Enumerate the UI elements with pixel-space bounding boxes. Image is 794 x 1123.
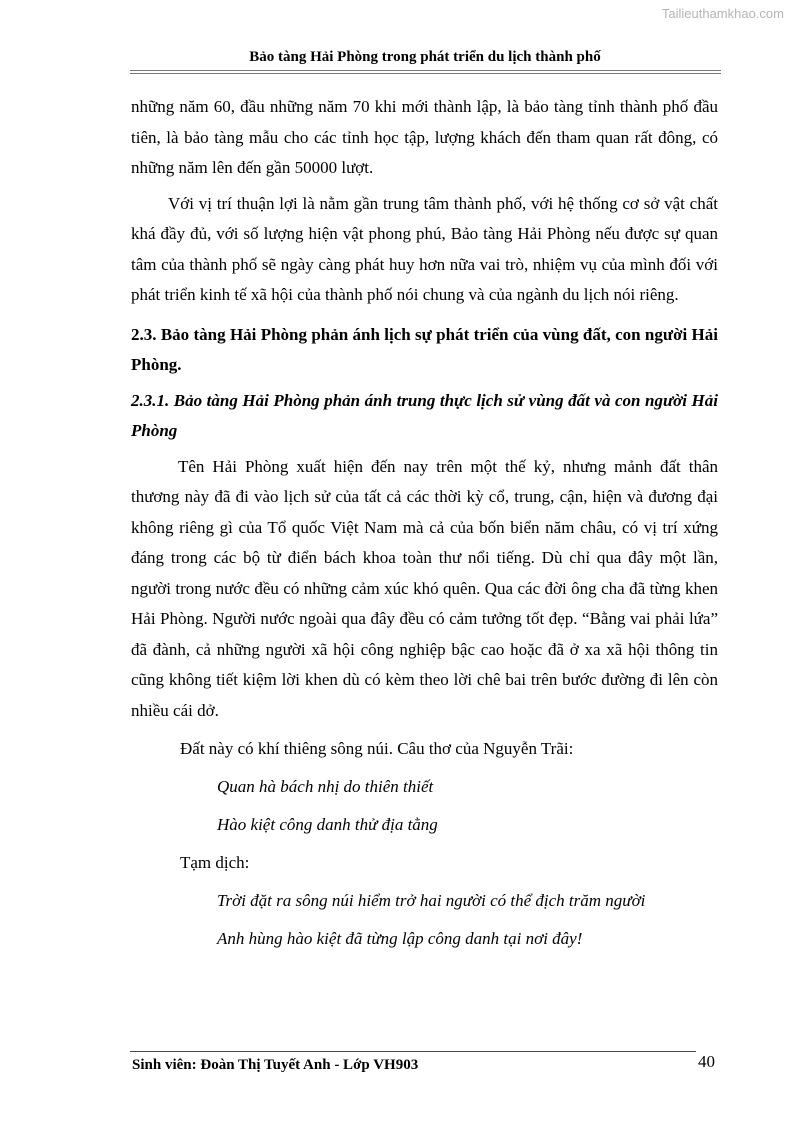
header-divider <box>130 70 721 74</box>
page-header-title: Bảo tàng Hải Phòng trong phát triển du lịch thành phố <box>249 49 601 65</box>
poem-line-2: Hào kiệt công danh thử địa tằng <box>217 815 438 834</box>
translation-line-1: Trời đặt ra sông núi hiểm trở hai người có thể địch trăm người <box>217 891 646 910</box>
translation-label: Tạm dịch: <box>180 853 250 872</box>
watermark-text: Tailieuthamkhao.com <box>661 6 784 21</box>
section-heading: 2.3. Bảo tàng Hải Phòng phản ánh lịch sự phát triển của vùng đất, con người Hải Phòng. <box>131 324 718 374</box>
translation-line-2: Anh hùng hào kiệt đã từng lập công danh tại nơi đây! <box>217 929 583 948</box>
footer-author: Sinh viên: Đoàn Thị Tuyết Anh - Lớp VH903 <box>132 1057 419 1073</box>
subsection-heading: 2.3.1. Bảo tàng Hải Phòng phản ánh trung thực lịch sử vùng đất và con người Hải Phòng <box>131 390 718 440</box>
page-content <box>131 92 718 954</box>
paragraph-continuation: những năm 60, đầu những năm 70 khi mới thành lập, là bảo tàng tỉnh thành phố đầu tiên, là bảo tàng mẫu cho các tỉnh học tập, lượng khách đến tham quan rất đông, có những năm lên đến gần 50000 lượt. <box>131 97 718 177</box>
poem-intro: Đất này có khí thiêng sông núi. Câu thơ của Nguyễn Trãi: <box>180 739 574 758</box>
paragraph-museum-role: Với vị trí thuận lợi là nằm gần trung tâm thành phố, với hệ thống cơ sở vật chất khá đầy đủ, với số lượng hiện vật phong phú, Bảo tàng Hải Phòng nếu được sự quan tâm của thành phố sẽ ngày càng phát huy hơn nữa vai trò, nhiệm vụ của mình đối với phát triển kinh tế xã hội của thành phố nói chung và của ngành du lịch nói riêng. <box>131 193 718 304</box>
footer-divider <box>130 1051 696 1052</box>
paragraph-history: Tên Hải Phòng xuất hiện đến nay trên một thế kỷ, nhưng mảnh đất thân thương này đã đi vào lịch sử của tất cả các thời kỳ cổ, trung, cận, hiện và đương đại không riêng gì của Tổ quốc Việt Nam mà cả của bốn biển năm châu, có vị trí xứng đáng trong các bộ từ điển bách khoa toàn thư nổi tiếng. Dù chỉ qua đây một lần, người trong nước đều có những cảm xúc khó quên. Qua các đời ông cha đã từng khen Hải Phòng. Người nước ngoài qua đây đều có cảm tưởng tốt đẹp. “Bằng vai phải lứa” đã đành, cả những người xã hội công nghiệp bậc cao hoặc đã ở xa xã hội thông tin cũng không tiết kiệm lời khen dù có kèm theo lời chê bai trên bước đường đi lên còn nhiều cái dở. <box>131 456 718 720</box>
poem-line-1: Quan hà bách nhị do thiên thiết <box>217 777 434 796</box>
page-number: 40 <box>698 1052 715 1071</box>
